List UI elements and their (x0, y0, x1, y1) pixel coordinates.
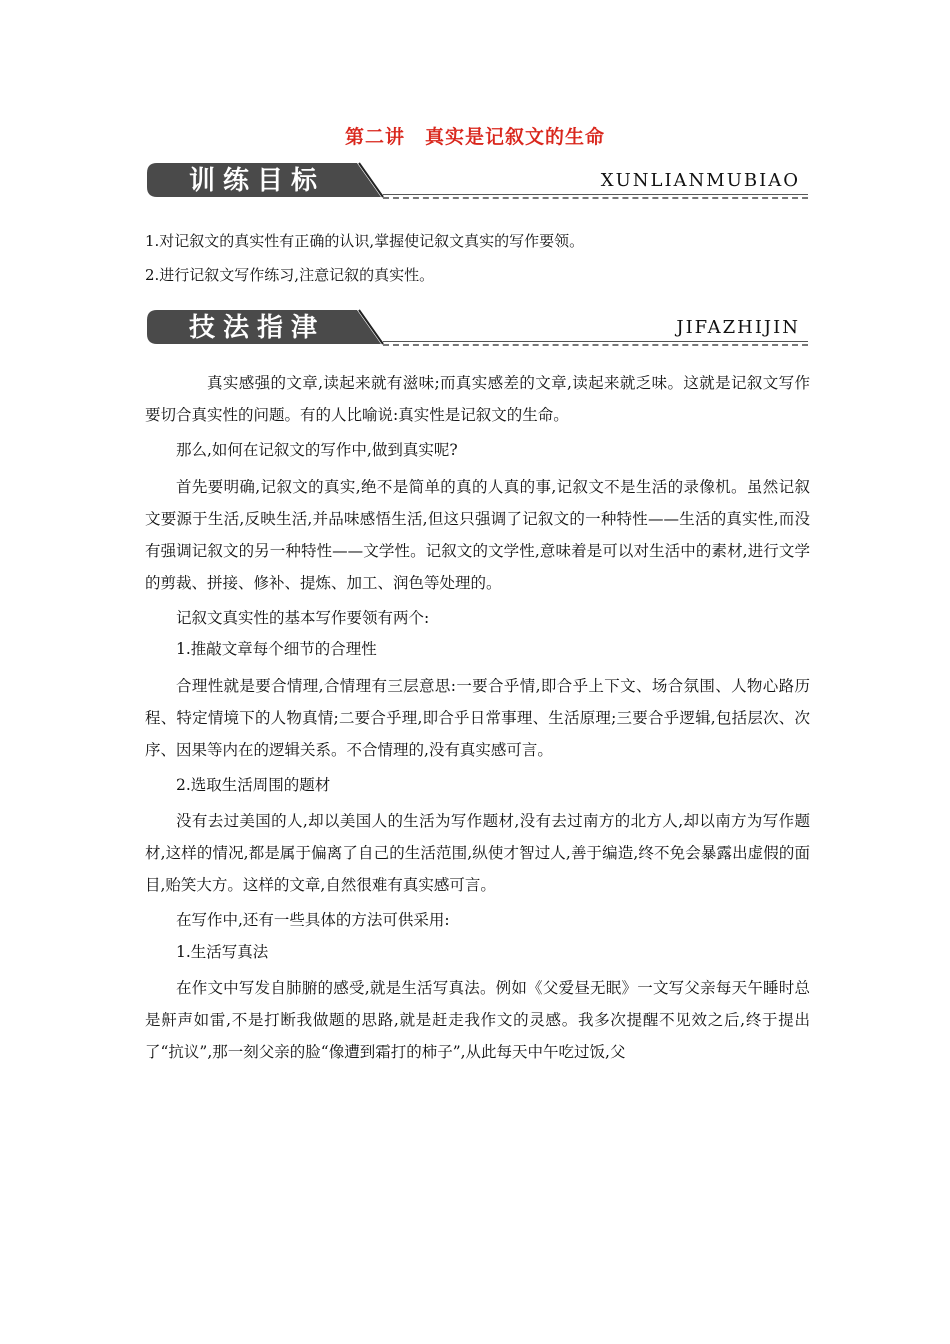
paragraph: 首先要明确,记叙文的真实,绝不是简单的真的人真的事,记叙文不是生活的录像机。虽然记叙文要源于生活,反映生活,并品味感悟生活,但这只强调了记叙文的一种特性——生活的真实性,而没有强调记叙文的另一种特性——文学性。记叙文的文学性,意味着是可以对生活中的素材,进行文学的剪裁、拼接、修补、提炼、加工、润色等处理的。 (145, 477, 810, 592)
paragraph: 那么,如何在记叙文的写作中,做到真实呢? (176, 441, 458, 459)
paragraph: 在写作中,还有一些具体的方法可供采用: (176, 911, 450, 929)
section-banner-techniques (145, 308, 808, 348)
paragraph: 真实感强的文章,读起来就有滋味;而真实感差的文章,读起来就乏味。这就是记叙文写作要切合真实性的问题。有的人比喻说:真实性是记叙文的生命。 (145, 374, 810, 424)
banner-tab (145, 308, 385, 348)
section-pinyin: XUNLIANMUBIAO (600, 170, 800, 191)
banner-rule (383, 341, 808, 342)
paragraph-heading: 2.选取生活周围的题材 (176, 775, 331, 794)
paragraph: 合理性就是要合情理,合情理有三层意思:一要合乎情,即合乎上下文、场合氛围、人物心路历程、特定情境下的人物真情;二要合乎理,即合乎日常事理、生活原理;三要合乎逻辑,包括层次、次序、因果等内在的逻辑关系。不合情理的,没有真实感可言。 (145, 676, 810, 759)
paragraph: 记叙文真实性的基本写作要领有两个: (176, 608, 430, 627)
section-banner-goals (145, 161, 808, 201)
banner-dashed-rule (383, 344, 808, 346)
banner-rule (383, 194, 808, 195)
section-label: 技法指津 (189, 313, 326, 343)
goal-item: 1.对记叙文的真实性有正确的认识,掌握使记叙文真实的写作要领。 (145, 232, 585, 250)
paragraph-heading: 1.生活写真法 (176, 942, 269, 961)
banner-dashed-rule (383, 197, 808, 199)
training-goals (145, 224, 810, 292)
banner-tab (145, 161, 385, 201)
section-pinyin: JIFAZHIJIN (676, 317, 800, 338)
paragraph-heading: 1.推敲文章每个细节的合理性 (176, 640, 377, 658)
page-title: 第二讲 真实是记叙文的生命 (344, 126, 605, 148)
goal-item: 2.进行记叙文写作练习,注意记叙的真实性。 (145, 266, 435, 284)
section-label: 训练目标 (189, 166, 326, 196)
paragraph: 在作文中写发自肺腑的感受,就是生活写真法。例如《父爱昼无眠》一文写父亲每天午睡时总是鼾声如雷,不是打断我做题的思路,就是赶走我作文的灵感。我多次提醒不见效之后,终于提出了“抗议”,那一刻父亲的脸“像遭到霜打的柿子”,从此每天中午吃过饭,父 (145, 979, 810, 1061)
technique-body (145, 368, 810, 1068)
paragraph: 没有去过美国的人,却以美国人的生活为写作题材,没有去过南方的北方人,却以南方为写作题材,这样的情况,都是属于偏离了自己的生活范围,纵使才智过人,善于编造,终不免会暴露出虚假的面目,贻笑大方。这样的文章,自然很难有真实感可言。 (145, 812, 810, 894)
